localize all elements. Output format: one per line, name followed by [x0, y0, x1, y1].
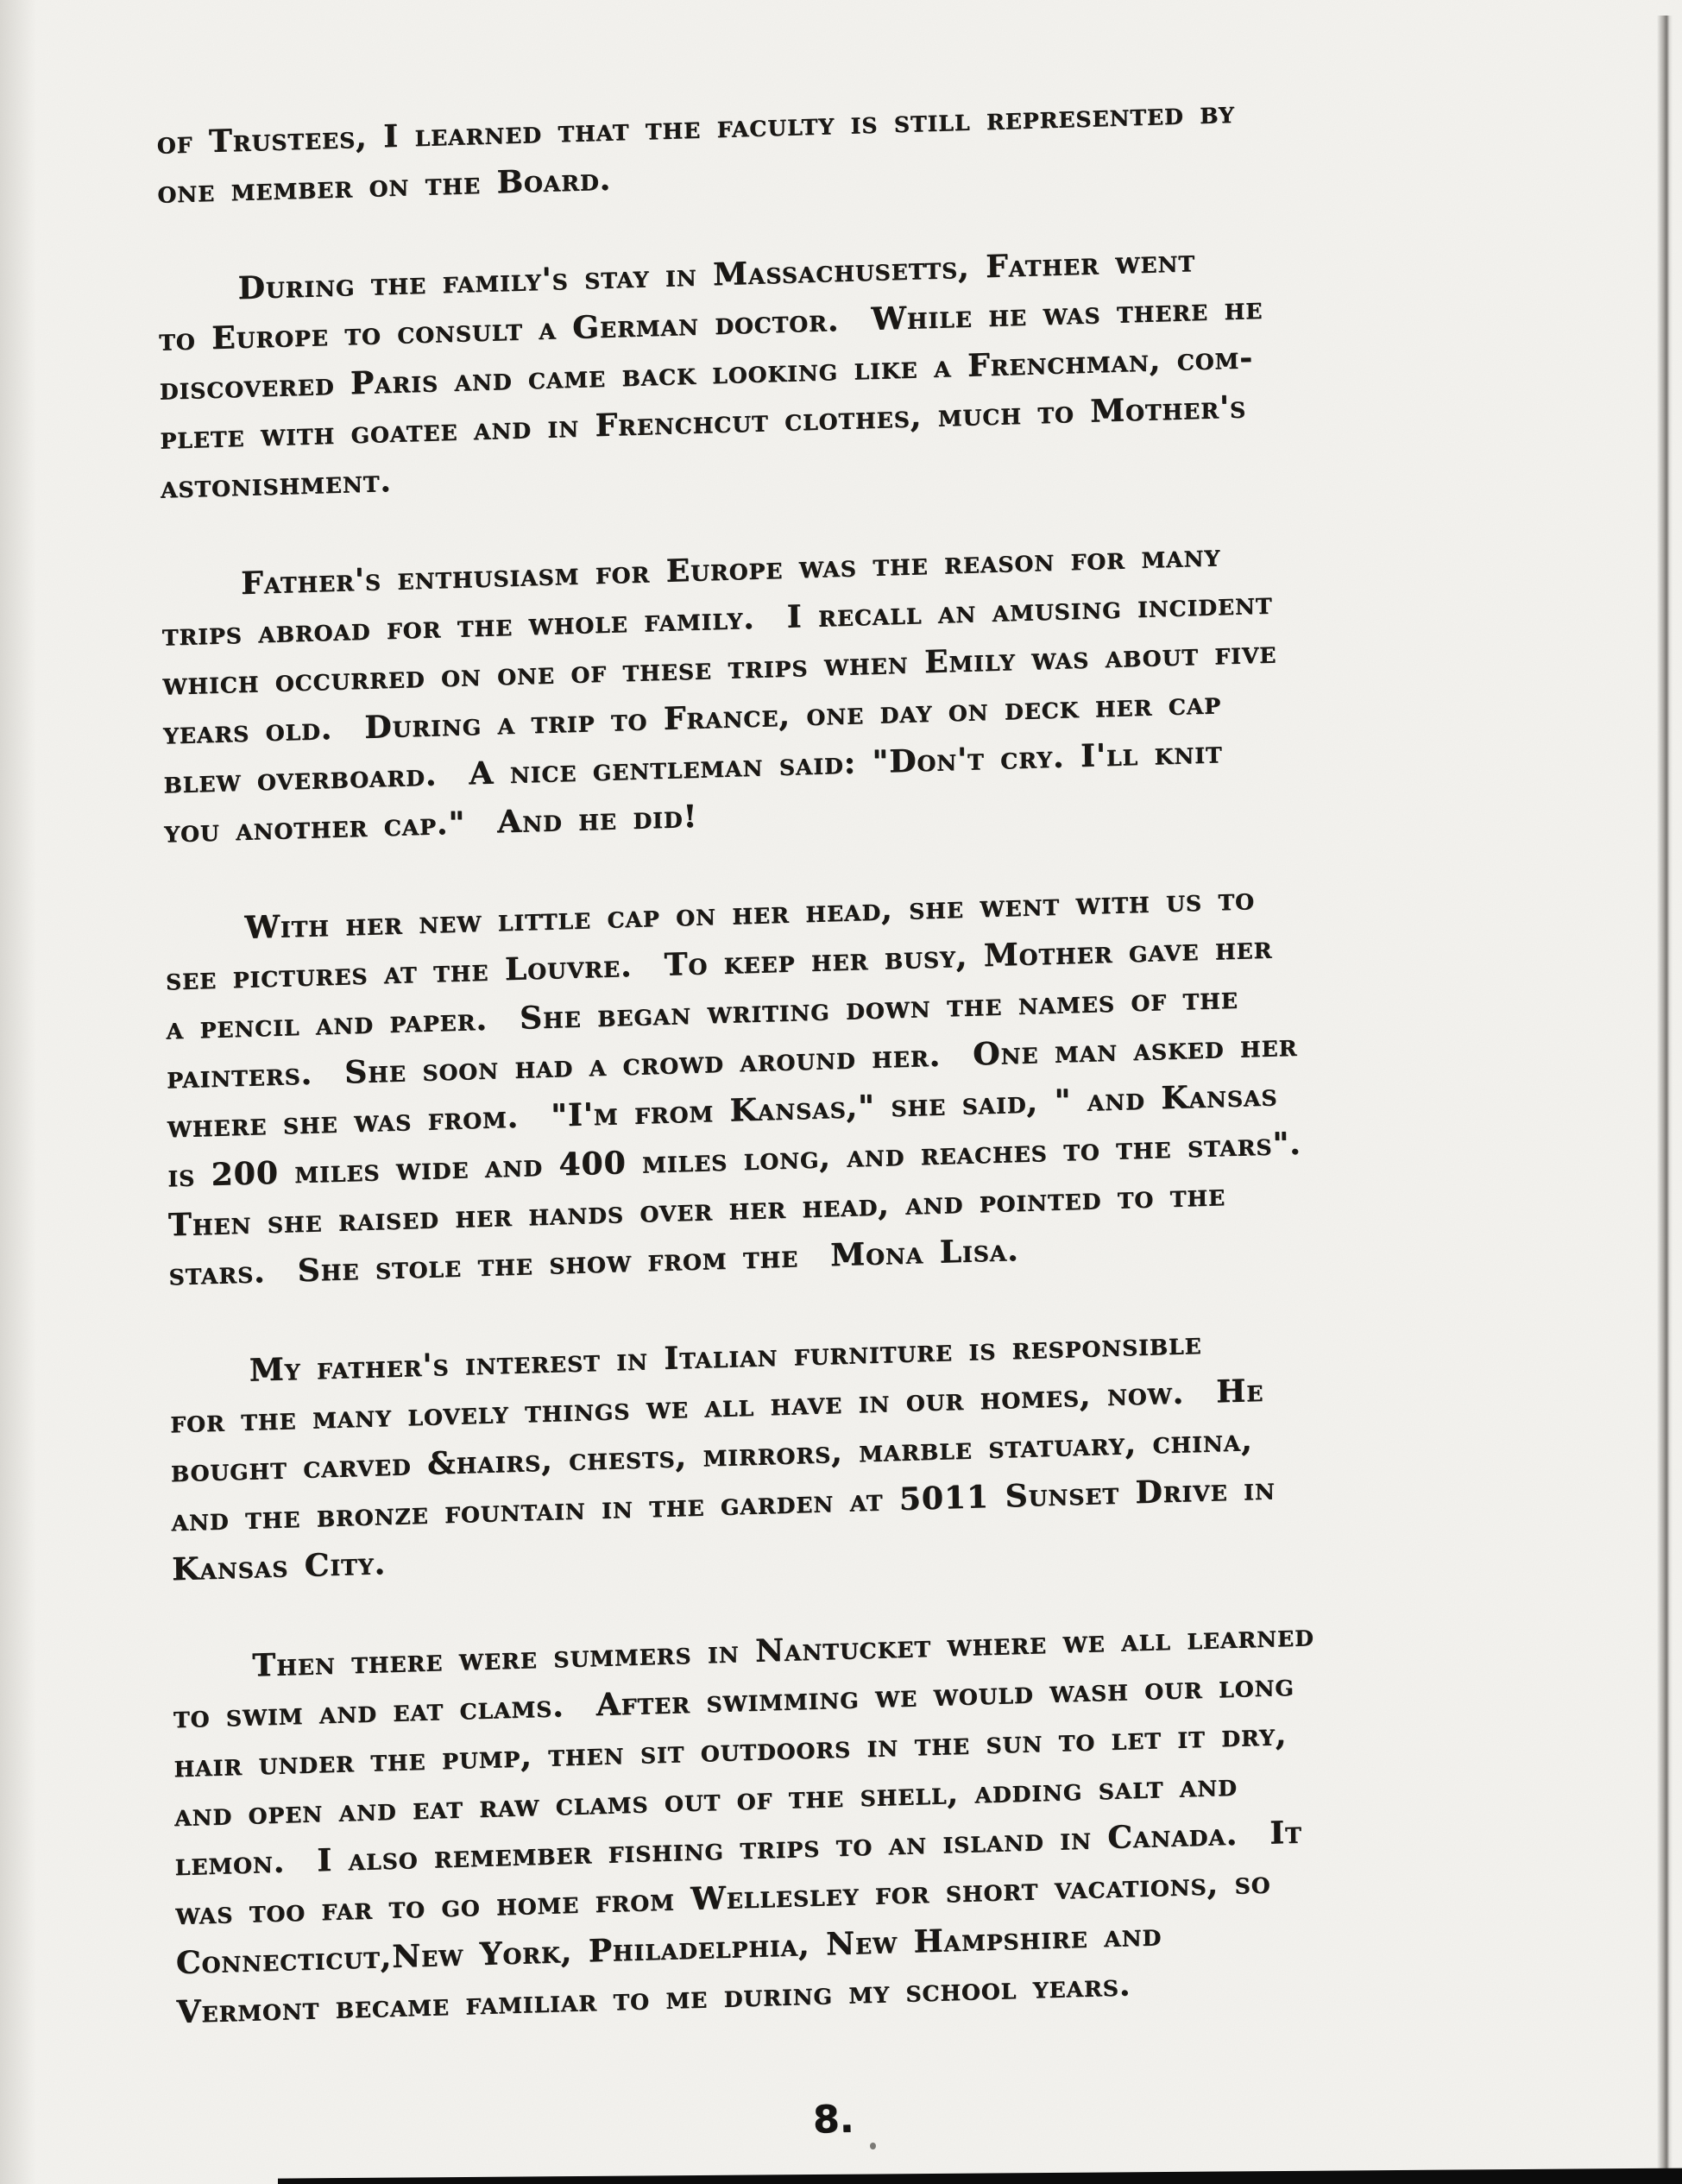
- page-number: 8.: [812, 2097, 854, 2143]
- text-line: With her new little cap on her head, she went with us to: [244, 881, 1255, 946]
- text-line: where she was from. "I'm from Kansas," she said, " and Kansas: [167, 1076, 1278, 1146]
- text-line: Kansas City.: [171, 1545, 387, 1588]
- text-line: to swim and eat clams. After swimming we would wash our long: [173, 1666, 1295, 1736]
- text-line: a pencil and paper. She began writing down the names of the: [166, 979, 1238, 1047]
- paragraph: [158, 223, 1682, 513]
- text-line: bought carved &hairs, chests, mirrors, marble statuary, china,: [170, 1422, 1253, 1490]
- paragraph: [165, 862, 1682, 1300]
- scan-speck: [870, 2143, 876, 2149]
- scan-bottom-bar: [278, 2167, 1682, 2184]
- text-line: years old. During a trip to France, one day on deck her cap: [162, 685, 1222, 752]
- paragraph: [156, 75, 1682, 218]
- text-line: blew overboard. A nice gentleman said: "Don't cry. I'll knit: [163, 734, 1223, 801]
- paragraph: [173, 1600, 1682, 2037]
- text-line: and the bronze fountain in the garden at 5011 Sunset Drive in: [171, 1470, 1276, 1539]
- text-line: stars. She stole the show from the Mona Lisa.: [168, 1231, 1019, 1293]
- text-line: trips abroad for the whole family. I recall an amusing incident: [161, 584, 1273, 653]
- text-line: is 200 miles wide and 400 miles long, and reaches to the stars".: [167, 1125, 1301, 1195]
- scan-right-edge-shadow: [1657, 16, 1673, 2184]
- text-line: During the family's stay in Massachusetts, Father went: [237, 243, 1196, 307]
- text-line: see pictures at the Louvre. To keep her busy, Mother gave her: [165, 929, 1273, 998]
- text-line: to Europe to consult a German doctor. While he was there he: [158, 289, 1263, 358]
- text-line: of Trustees, I learned that the faculty is still represented by: [156, 93, 1235, 161]
- text-line: painters. She soon had a crowd around her. One man asked her: [166, 1026, 1298, 1096]
- text-line: Vermont became familiar to me during my school years.: [176, 1966, 1131, 2031]
- text-line: plete with goatee and in Frenchcut clothes, much to Mother's: [160, 388, 1247, 457]
- text-line: which occurred on one of these trips when Emily was about five: [162, 634, 1277, 703]
- paragraph: [169, 1304, 1682, 1594]
- text-line: Father's enthusiasm for Europe was the reason for many: [240, 537, 1221, 602]
- paragraph: [161, 518, 1682, 857]
- text-line: lemon. I also remember fishing trips to an island in Canada. It: [174, 1814, 1302, 1884]
- text-line: Connecticut,New York, Philadelphia, New Hampshire and: [175, 1916, 1162, 1982]
- text-line: hair under the pump, then sit outdoors in the sun to let it dry,: [173, 1716, 1288, 1785]
- text-line: and open and eat raw clams out of the shell, adding salt and: [173, 1766, 1238, 1834]
- text-line: My father's interest in Italian furniture is responsible: [249, 1324, 1202, 1389]
- text-line: discovered Paris and came back looking like a Frenchman, com-: [159, 339, 1254, 407]
- text-line: was too far to go home from Wellesley for short vacations, so: [175, 1864, 1271, 1933]
- text-line: you another cap." And he did!: [163, 798, 698, 850]
- text-line: one member on the Board.: [157, 161, 612, 211]
- text-line: for the many lovely things we all have in our homes, now. He: [170, 1372, 1264, 1441]
- text-line: Then she raised her hands over her head, and pointed to the: [167, 1177, 1226, 1244]
- text-line: astonishment.: [160, 462, 392, 506]
- text-line: Then there were summers in Nantucket where we all learned: [252, 1617, 1314, 1684]
